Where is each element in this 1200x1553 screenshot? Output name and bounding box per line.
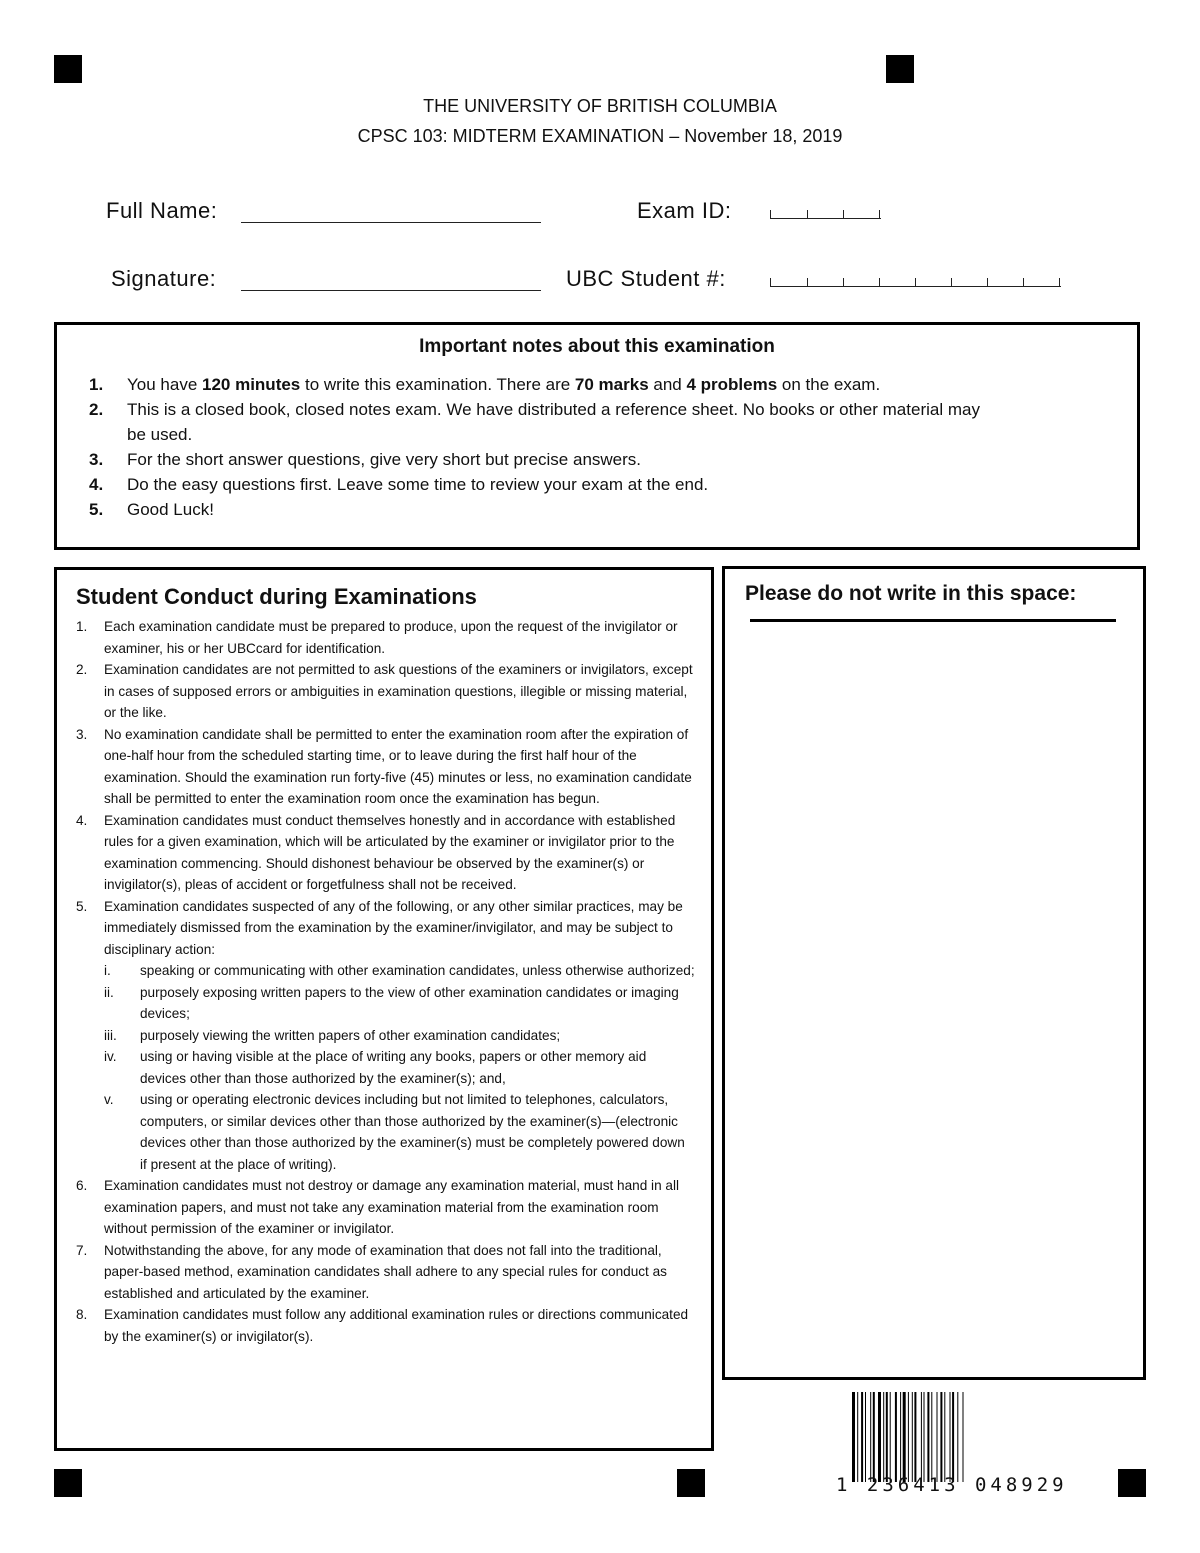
registration-mark-bottom-right — [1118, 1469, 1146, 1497]
barcode-number: 1 236413 048929 — [836, 1474, 1068, 1496]
barcode-bar — [857, 1392, 858, 1482]
important-notes-title: Important notes about this examination — [419, 336, 775, 357]
signature-field[interactable] — [241, 290, 541, 291]
list-item: 3. No examination candidate shall be permitted to enter the examination room after the expiration of one-half hour from the scheduled starting time, or to leave during the first half hour of the examination. Should the examination run forty-five (45) minutes or less, no examination candidate shall be permitted to enter the examination room once the examination has begun. — [76, 726, 692, 806]
student-conduct-box — [54, 567, 714, 1451]
list-item: 7. Notwithstanding the above, for any mode of examination that does not fall into the traditional, paper-based method, examination candidates shall adhere to any special rules for conduct as established and articulated by the examiner. — [76, 1242, 667, 1301]
list-item: 2. This is a closed book, closed notes exam. We have distributed a reference sheet. No books or other material may be used. — [89, 400, 980, 444]
barcode-bar — [940, 1392, 942, 1482]
full-name-label: Full Name: — [106, 198, 218, 223]
barcode-bar — [912, 1392, 913, 1482]
list-item: 5. Examination candidates suspected of any of the following, or any other similar practices, may be immediately dismissed from the examination by the examiner/invigilator, and may be subject to disciplinary action: i. speaking or communicating with other examination candidates, unless otherwise authorized; ii. purposely exposing written papers to the view of other examination candidates or imaging devices; iii. purposely viewing the written papers of other examination candidates; iv. using or having visible at the place of writing any books, papers or other memory aid devices other than those authorized by the examiner(s); and, v. using or operating electronic devices including but not limited to telephones, calculators, computers, or similar devices other than those authorized by the examiner(s)—(electronic devices other than those authorized by the examiner(s) must be completely powered down if present at the place of writing). — [76, 896, 695, 1176]
barcode-bar — [890, 1392, 891, 1482]
list-item: 2. Examination candidates are not permitted to ask questions of the examiners or invigilators, except in cases of supposed errors or ambiguities in examination questions, illegible or missing material, or the like. — [76, 662, 693, 720]
office-use-title: Please do not write in this space: — [745, 582, 1077, 605]
list-item: 4. Do the easy questions first. Leave some time to review your exam at the end. — [89, 475, 709, 494]
barcode-bar — [852, 1392, 855, 1482]
barcode-bar — [873, 1392, 875, 1482]
barcode-bar — [924, 1392, 925, 1482]
list-item: 5. Good Luck! — [89, 500, 214, 519]
barcode-bar — [921, 1392, 922, 1482]
barcode-bar — [870, 1392, 871, 1482]
student-conduct-list — [76, 616, 695, 1347]
registration-mark-top-right — [886, 55, 914, 83]
barcode-bar — [957, 1392, 958, 1482]
sub-list-item: iii. purposely viewing the written papers of other examination candidates; — [104, 1027, 561, 1043]
barcode-bar — [952, 1392, 954, 1482]
student-number-field[interactable] — [770, 278, 1061, 287]
exam-id-field[interactable] — [770, 210, 881, 219]
barcode-bar — [900, 1392, 901, 1482]
sub-list-item: iv. using or having visible at the place of writing any books, papers or other memory aid devices other than those authorized by the examiner(s); and, — [104, 1049, 647, 1086]
barcode-bar — [914, 1392, 916, 1482]
office-use-rule — [750, 619, 1116, 622]
office-use-box — [722, 566, 1146, 1380]
barcode-bar — [963, 1392, 964, 1482]
sub-list-item: ii. purposely exposing written papers to the view of other examination candidates or imaging devices; — [104, 984, 679, 1021]
list-item: 6. Examination candidates must not destroy or damage any examination material, must hand in all examination papers, and must not take any examination material from the examination room without permission of the examiner or invigilator. — [76, 1178, 680, 1236]
barcode-bar — [886, 1392, 888, 1482]
barcode — [852, 1392, 1062, 1482]
registration-mark-top-left — [54, 55, 82, 83]
barcode-bar — [878, 1392, 881, 1482]
student-number-label: UBC Student #: — [566, 266, 726, 291]
list-item: 1. You have 120 minutes to write this examination. There are 70 marks and 4 problems on the exam. — [89, 375, 881, 394]
list-item: 3. For the short answer questions, give very short but precise answers. — [89, 450, 642, 469]
barcode-bar — [861, 1392, 863, 1482]
sub-list-item: i. speaking or communicating with other examination candidates, unless otherwise authorized; — [104, 963, 695, 978]
registration-mark-bottom-left — [54, 1469, 82, 1497]
barcode-bar — [931, 1392, 932, 1482]
barcode-bar — [865, 1392, 866, 1482]
important-notes-list — [57, 372, 1137, 522]
signature-label: Signature: — [111, 266, 217, 291]
university-title: THE UNIVERSITY OF BRITISH COLUMBIA — [423, 96, 777, 116]
student-conduct-title: Student Conduct during Examinations — [76, 584, 477, 609]
barcode-bar — [927, 1392, 929, 1482]
sub-list-item: v. using or operating electronic devices including but not limited to telephones, calculators, computers, or similar devices other than those authorized by the examiner(s)—(electronic devices other than those authorized by the examiner(s) must be completely powered down if present at the place of writing). — [104, 1092, 685, 1172]
list-item: 1. Each examination candidate must be prepared to produce, upon the request of the invigilator or examiner, his or her UBCcard for identification. — [76, 619, 678, 656]
barcode-bar — [883, 1392, 884, 1482]
barcode-bar — [950, 1392, 951, 1482]
barcode-bar — [944, 1392, 945, 1482]
list-item: 4. Examination candidates must conduct themselves honestly and in accordance with established rules for a given examination, which will be articulated by the examiner or invigilator prior to the examination commencing. Should dishonest behaviour be observed by the examiner(s) or invigilator(s), pleas of accident or forgetfulness shall not be received. — [76, 812, 676, 892]
full-name-field[interactable] — [241, 222, 541, 223]
list-item: 8. Examination candidates must follow any additional examination rules or directions communicated by the examiner(s) or invigilator(s). — [76, 1307, 689, 1344]
important-notes-box — [54, 322, 1140, 550]
barcode-bar — [903, 1392, 906, 1482]
registration-mark-bottom-middle — [677, 1469, 705, 1497]
exam-title: CPSC 103: MIDTERM EXAMINATION – November 18, 2019 — [357, 126, 843, 146]
exam-id-label: Exam ID: — [637, 198, 732, 223]
barcode-bar — [937, 1392, 938, 1482]
barcode-bar — [908, 1392, 909, 1482]
barcode-bar — [895, 1392, 897, 1482]
